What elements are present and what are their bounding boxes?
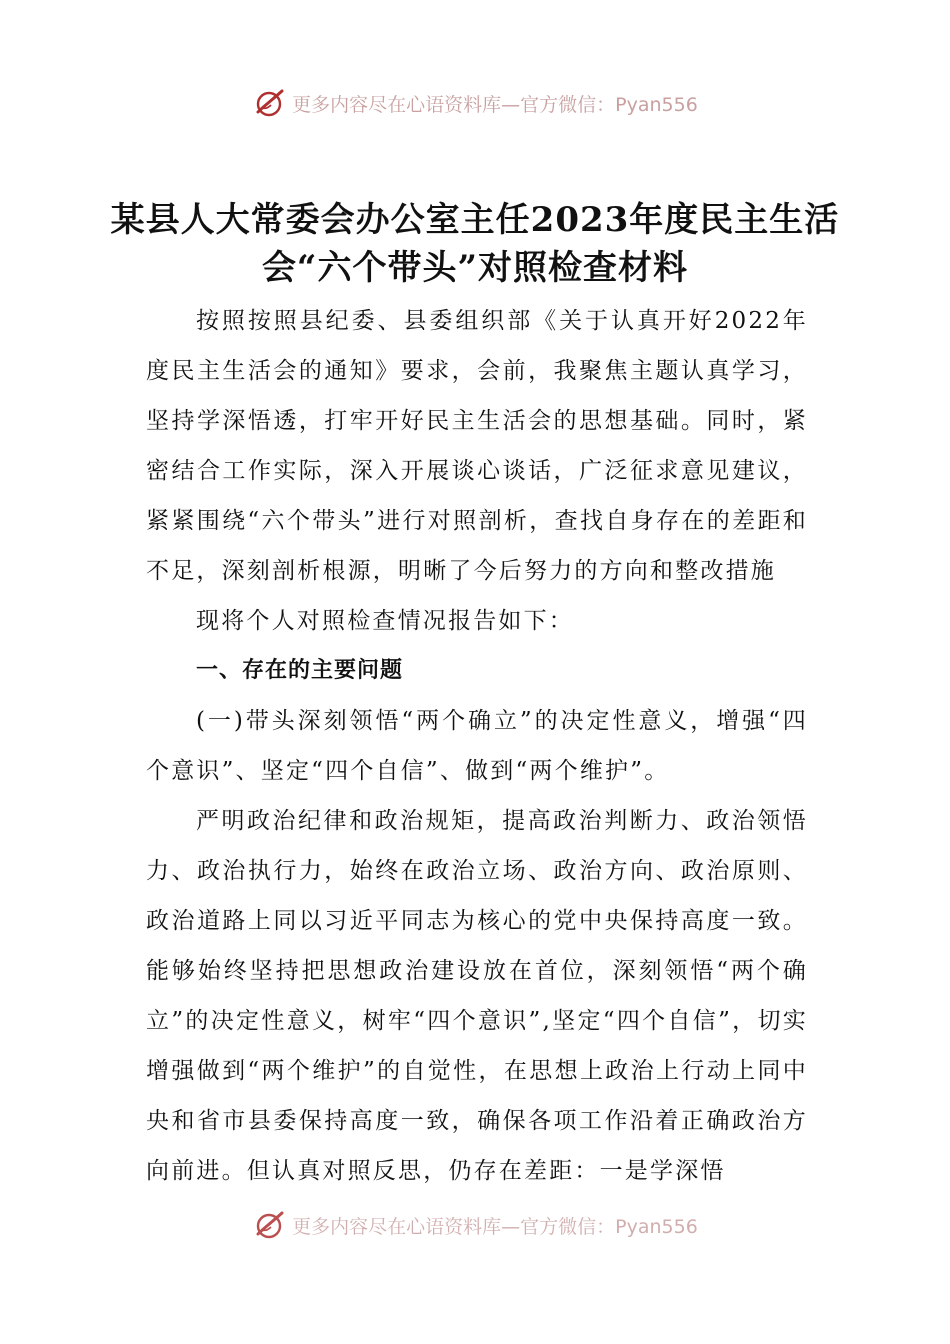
watermark-footer bbox=[0, 1208, 950, 1242]
document-body bbox=[146, 296, 808, 1196]
report-lead-paragraph: 现将个人对照检查情况报告如下： bbox=[196, 608, 574, 634]
watermark-text: 更多内容尽在心语资料库—官方微信：Pyan556 bbox=[292, 1215, 698, 1238]
brush-logo-icon bbox=[252, 86, 286, 120]
watermark-text: 更多内容尽在心语资料库—官方微信：Pyan556 bbox=[292, 93, 698, 116]
brush-logo-icon bbox=[252, 1208, 286, 1242]
document-title: 某县人大常委会办公室主任2023年度民主生活会“六个带头”对照检查材料 bbox=[110, 200, 840, 288]
intro-paragraph: 按照按照县纪委、县委组织部《关于认真开好2022年度民主生活会的通知》要求，会前，我聚焦主题认真学习，坚持学深悟透，打牢开好民主生活会的思想基础。同时，紧密结合工作实际，深入开展谈心谈话，广泛征求意见建议，紧紧围绕“六个带头”进行对照剖析，查找自身存在的差距和不足，深刻剖析根源，明晰了今后努力的方向和整改措施 bbox=[146, 308, 808, 584]
subsection-heading: (一)带头深刻领悟“两个确立”的决定性意义，增强“四个意识”、坚定“四个自信”、做到“两个维护”。 bbox=[146, 708, 808, 784]
body-paragraph: 严明政治纪律和政治规矩，提高政治判断力、政治领悟力、政治执行力，始终在政治立场、政治方向、政治原则、政治道路上同以习近平同志为核心的党中央保持高度一致。能够始终坚持把思想政治建设放在首位，深刻领悟“两个确立”的决定性意义，树牢“四个意识”,坚定“四个自信”，切实增强做到“两个维护”的自觉性，在思想上政治上行动上同中央和省市县委保持高度一致，确保各项工作沿着正确政治方向前进。但认真对照反思，仍存在差距：一是学深悟 bbox=[146, 808, 808, 1184]
watermark-header bbox=[0, 86, 950, 120]
section-heading: 一、存在的主要问题 bbox=[196, 658, 404, 683]
